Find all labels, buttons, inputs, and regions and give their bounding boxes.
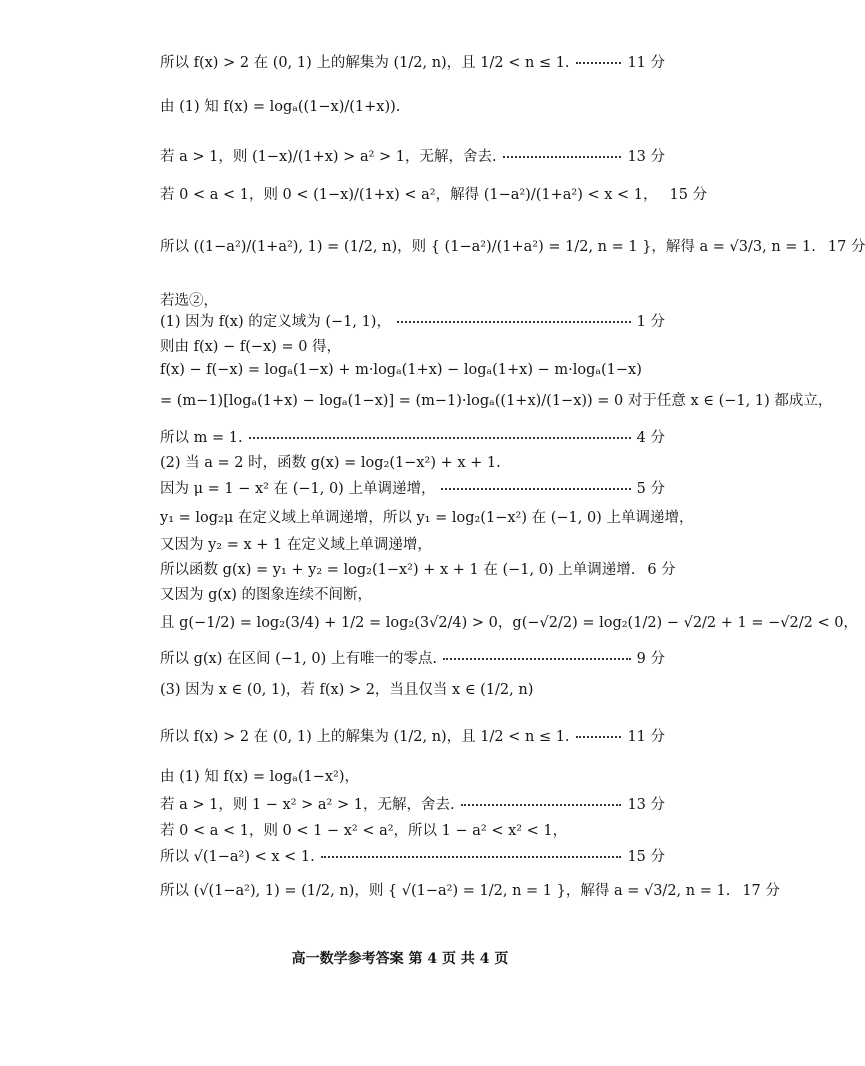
dot-leader: [321, 856, 622, 858]
solution-text: 由 (1) 知 f(x) = logₐ((1−x)/(1+x)).: [160, 98, 401, 115]
solution-text: (1) 因为 f(x) 的定义域为 (−1, 1)，: [160, 313, 391, 330]
solution-line: [160, 503, 694, 529]
solution-line: [160, 448, 665, 474]
dot-leader: [397, 321, 631, 323]
solution-text: 若 0 < a < 1，则 0 < 1 − x² < a²，所以 1 − a² < x² < 1，: [160, 822, 568, 839]
dot-leader: [461, 804, 622, 806]
solution-text: 由 (1) 知 f(x) = logₐ(1−x²)，: [160, 768, 360, 785]
solution-line: [160, 142, 665, 168]
score-label: 13 分: [627, 796, 665, 813]
solution-text: 且 g(−1/2) = log₂(3/4) + 1/2 = log₂(3√2/4) > 0，g(−√2/2) = log₂(1/2) − √2/2 + 1 = −√2/2 < 0，: [160, 614, 858, 631]
solution-line: [160, 816, 665, 842]
solution-text: (3) 因为 x ∈ (0, 1)，若 f(x) > 2，当且仅当 x ∈ (1/2, n): [160, 681, 534, 698]
solution-text: 若 a > 1，则 1 − x² > a² > 1，无解，舍去.: [160, 796, 455, 813]
solution-line: [160, 762, 665, 788]
solution-text: 又因为 g(x) 的图象连续不间断，: [160, 586, 372, 603]
score-label: 15 分: [627, 848, 665, 865]
score-label: 17 分: [827, 238, 865, 255]
solution-text: 所以 g(x) 在区间 (−1, 0) 上有唯一的零点.: [160, 650, 437, 667]
solution-text: 因为 μ = 1 − x² 在 (−1, 0) 上单调递增，: [160, 480, 436, 497]
solution-text: y₁ = log₂μ 在定义域上单调递增，所以 y₁ = log₂(1−x²) 在 (−1, 0) 上单调递增，: [160, 509, 694, 526]
dot-leader: [503, 156, 622, 158]
solution-text: 所以 f(x) > 2 在 (0, 1) 上的解集为 (1/2, n)，且 1/2 < n ≤ 1.: [160, 54, 570, 71]
page-footer: 高一数学参考答案 第 4 页 共 4 页: [291, 951, 509, 967]
solution-text: 若选②，: [160, 292, 218, 309]
solution-text: 所以 f(x) > 2 在 (0, 1) 上的解集为 (1/2, n)，且 1/2 < n ≤ 1.: [160, 728, 570, 745]
solution-text: 所以 m = 1.: [160, 429, 243, 446]
score-label: 6 分: [647, 561, 676, 578]
score-label: 15 分: [669, 186, 708, 203]
solution-text: f(x) − f(−x) = logₐ(1−x) + m·logₐ(1+x) − logₐ(1+x) − m·logₐ(1−x): [160, 362, 642, 378]
solution-line: [160, 474, 665, 500]
score-label: 4 分: [636, 429, 665, 446]
solution-text: (2) 当 a = 2 时，函数 g(x) = log₂(1−x²) + x + 1.: [160, 454, 501, 471]
solution-text: 所以 ((1−a²)/(1+a²), 1) = (1/2, n)，则 { (1−a²)/(1+a²) = 1/2, n = 1 }，解得 a = √3/3, n = 1.: [160, 238, 816, 255]
dot-leader: [443, 658, 631, 660]
solution-text: 又因为 y₂ = x + 1 在定义域上单调递增，: [160, 536, 432, 553]
score-label: 1 分: [636, 313, 665, 330]
solution-line: [160, 92, 665, 118]
solution-line: [160, 232, 865, 258]
dot-leader: [576, 62, 622, 64]
solution-line: [160, 675, 665, 701]
score-label: 17 分: [742, 882, 780, 899]
solution-line: [160, 386, 833, 412]
score-label: 5 分: [636, 480, 665, 497]
solution-line: [160, 555, 676, 581]
solution-line: [160, 608, 858, 634]
dot-leader: [441, 488, 630, 490]
solution-text: 所以 (√(1−a²), 1) = (1/2, n)，则 { √(1−a²) = 1/2, n = 1 }，解得 a = √3/2, n = 1.: [160, 882, 731, 899]
dot-leader: [249, 437, 631, 439]
solution-text: 若 0 < a < 1，则 0 < (1−x)/(1+x) < a²，解得 (1−a²)/(1+a²) < x < 1，: [160, 186, 658, 203]
solution-line: [160, 48, 665, 74]
solution-line: [160, 876, 780, 902]
solution-line: [160, 357, 665, 383]
solution-line: [160, 842, 665, 868]
dot-leader: [576, 736, 622, 738]
solution-line: [160, 307, 665, 333]
solution-line: [160, 644, 665, 670]
solution-text: 所以 √(1−a²) < x < 1.: [160, 848, 315, 865]
solution-line: [160, 790, 665, 816]
solution-line: [160, 332, 665, 358]
score-label: 11 分: [627, 54, 665, 71]
solution-line: [160, 180, 708, 206]
solution-text: 若 a > 1，则 (1−x)/(1+x) > a² > 1，无解，舍去.: [160, 148, 497, 165]
score-label: 11 分: [627, 728, 665, 745]
solution-text: = (m−1)[logₐ(1+x) − logₐ(1−x)] = (m−1)·logₐ((1+x)/(1−x)) = 0 对于任意 x ∈ (−1, 1) 都成立，: [160, 392, 833, 409]
solution-text: 则由 f(x) − f(−x) = 0 得，: [160, 338, 342, 355]
solution-line: [160, 423, 665, 449]
score-label: 13 分: [627, 148, 665, 165]
score-label: 9 分: [636, 650, 665, 667]
solution-line: [160, 722, 665, 748]
solution-line: [160, 530, 665, 556]
solution-text: 所以函数 g(x) = y₁ + y₂ = log₂(1−x²) + x + 1 在 (−1, 0) 上单调递增.: [160, 561, 636, 578]
solution-line: [160, 580, 665, 606]
